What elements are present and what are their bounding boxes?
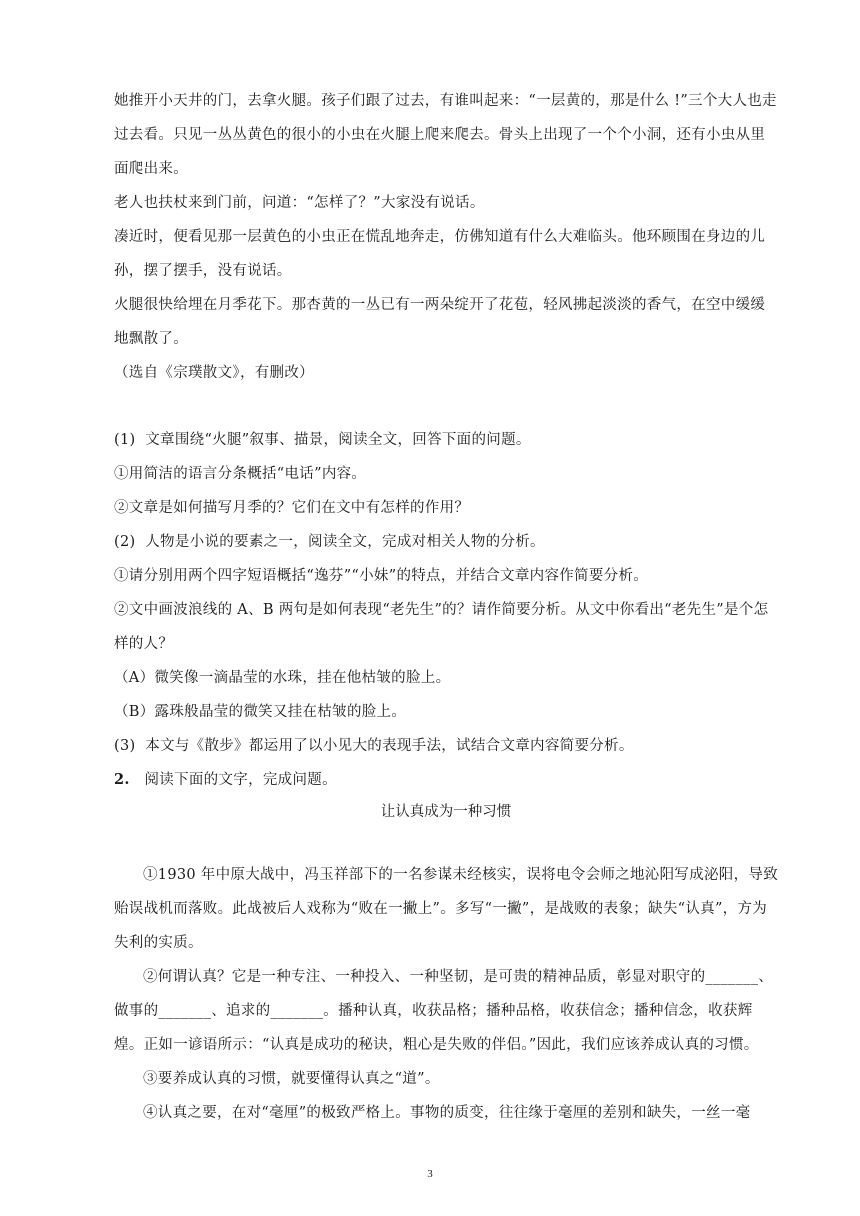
question-instruction: 阅读下面的文字，完成问题。 bbox=[144, 772, 337, 788]
article-paragraph: ①1930 年中原大战中，冯玉祥部下的一名参谋未经核实，误将电令会师之地沁阳写成泌阳，导致贻误战机而落败。此战被后人戏称为“败在一撇上”。多写“一撇”，是战败的表象；缺失“认真”，方为失利的实质。 bbox=[114, 867, 779, 951]
page-content bbox=[114, 84, 778, 1130]
passage-paragraph: 她推开小天井的门，去拿火腿。孩子们跟了过去，有谁叫起来：“一层黄的，那是什么 !”三个大人也走过去看。只见一丛丛黄色的很小的小虫在火腿上爬来爬去。骨头上出现了一个个小洞，还有小虫从里面爬出来。 bbox=[114, 93, 777, 177]
article-paragraph: ④认真之要，在对“毫厘”的极致严格上。事物的质变，往往缘于毫厘的差别和缺失，一丝一毫 bbox=[143, 1105, 751, 1121]
question-3: (3) 本文与《散步》都运用了以小见大的表现手法，试结合文章内容简要分析。 bbox=[114, 738, 634, 754]
question-1: (1) 文章围绕“火腿”叙事、描景，阅读全文，回答下面的问题。 bbox=[114, 432, 531, 448]
passage-paragraph: 老人也扶杖来到门前，问道：“怎样了？”大家没有说话。 bbox=[114, 195, 485, 211]
sentence-a: （A）微笑像一滴晶莹的水珠，挂在他枯皱的脸上。 bbox=[114, 670, 451, 686]
spacer bbox=[114, 390, 778, 423]
question-2: (2) 人物是小说的要素之一，阅读全文，完成对相关人物的分析。 bbox=[114, 534, 545, 550]
passage-paragraph: 凑近时，便看见那一层黄色的小虫正在慌乱地奔走，仿佛知道有什么大难临头。他环顾围在身边的儿孙，摆了摆手，没有说话。 bbox=[114, 229, 766, 279]
question-number: 2. bbox=[114, 771, 130, 788]
passage-paragraph: 火腿很快给埋在月季花下。那杏黄的一丛已有一两朵绽开了花苞，轻风拂起淡淡的香气，在空中缓缓地飘散了。 bbox=[114, 297, 766, 347]
question-1-part-b: ②文章是如何描写月季的？它们在文中有怎样的作用？ bbox=[114, 500, 470, 516]
passage-source: （选自《宗璞散文》，有删改） bbox=[114, 365, 314, 381]
question-2-part-a: ①请分别用两个四字短语概括“逸芬”“小妹”的特点，并结合文章内容作简要分析。 bbox=[114, 568, 649, 584]
spacer bbox=[114, 827, 778, 858]
page-number: 3 bbox=[427, 1168, 433, 1180]
article-paragraph: ③要养成认真的习惯，就要懂得认真之“道”。 bbox=[143, 1071, 440, 1087]
question-heading bbox=[114, 763, 778, 797]
question-2-part-b: ②文中画波浪线的 A、B 两句是如何表现“老先生”的？请作简要分析。从文中你看出“老先生”是个怎样的人？ bbox=[114, 602, 769, 652]
sentence-b: （B）露珠般晶莹的微笑又挂在枯皱的脸上。 bbox=[114, 704, 407, 720]
question-1-part-a: ①用简洁的语言分条概括“电话”内容。 bbox=[114, 466, 367, 482]
article-paragraph: ②何谓认真？它是一种专注、一种投入、一种坚韧，是可贵的精神品质，彰显对职守的_______、做事的_______、追求的_______。播种认真，收获品格；播种品格，收获信念；播种信念，收获辉煌。正如一谚语所示：“认真是成功的秘诀，粗心是失败的伴侣。”因此，我们应该养成认真的习惯。 bbox=[114, 969, 774, 1053]
article-title: 让认真成为一种习惯 bbox=[380, 804, 512, 820]
